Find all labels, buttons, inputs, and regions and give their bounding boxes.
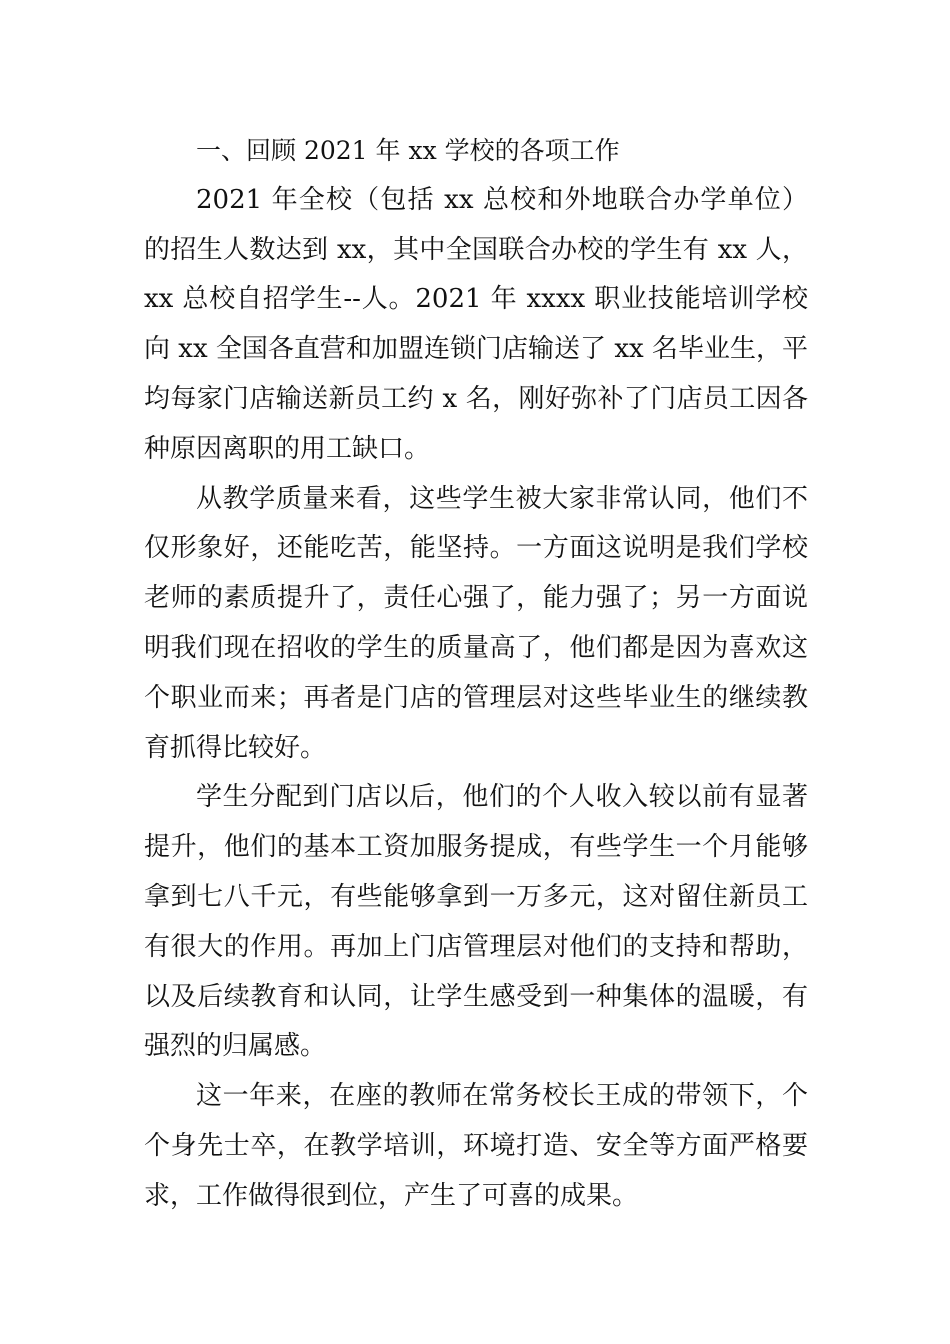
paragraph-student-income: 学生分配到门店以后，他们的个人收入较以前有显著提升，他们的基本工资加服务提成，有些学生一个月能够拿到七八千元，有些能够拿到一万多元，这对留住新员工有很大的作用。再加上门店管理层对他们的支持和帮助，以及后续教育和认同，让学生感受到一种集体的温暖，有强烈的归属感。 <box>144 782 808 1062</box>
paragraph-teaching-quality: 从教学质量来看，这些学生被大家非常认同，他们不仅形象好，还能吃苦，能坚持。一方面这说明是我们学校老师的素质提升了，责任心强了，能力强了；另一方面说明我们现在招收的学生的质量高了，他们都是因为喜欢这个职业而来；再者是门店的管理层对这些毕业生的继续教育抓得比较好。 <box>144 483 808 763</box>
paragraph-enrollment: 2021 年全校（包括 xx 总校和外地联合办学单位）的招生人数达到 xx，其中全国联合办校的学生有 xx 人，xx 总校自招学生--人。2021 年 xxxx 职业技能培训学校向 xx 全国各直营和加盟连锁门店输送了 xx 名毕业生，平均每家门店输送新员工约 x 名，刚好弥补了门店员工因各种原因离职的用工缺口。 <box>144 184 808 464</box>
document-body <box>144 126 808 1222</box>
paragraph-teacher-achievements: 这一年来，在座的教师在常务校长王成的带领下，个个身先士卒，在教学培训，环境打造、安全等方面严格要求，工作做得很到位，产生了可喜的成果。 <box>144 1081 808 1211</box>
section-heading: 一、回顾 2021 年 xx 学校的各项工作 <box>196 136 620 165</box>
